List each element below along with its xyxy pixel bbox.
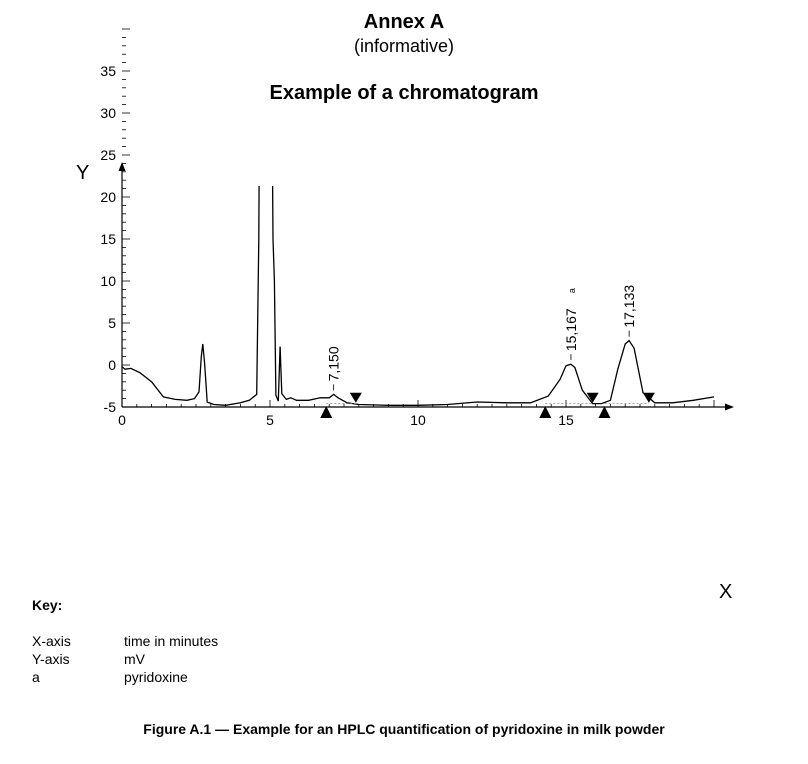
peak-start-marker	[320, 406, 332, 418]
key-symbol: X-axis	[32, 633, 71, 649]
y-tick-label: 10	[100, 273, 116, 289]
y-axis-label: Y	[76, 162, 90, 184]
key-meaning: pyridoxine	[124, 669, 188, 685]
peak-retention-label: 15,167	[562, 308, 579, 352]
y-tick-label: 20	[100, 189, 116, 205]
y-tick-label: -5	[103, 399, 116, 415]
key-symbol: Y-axis	[32, 651, 70, 667]
key-title: Key:	[32, 597, 63, 613]
key-symbol: a	[32, 669, 40, 685]
key-row-x-axis	[32, 633, 218, 649]
key-meaning: time in minutes	[124, 633, 219, 649]
peak-footnote-marker: a	[566, 288, 577, 294]
key-row-a	[32, 669, 188, 685]
peak-retention-label: 7,150	[325, 346, 342, 382]
x-tick-label: 15	[558, 412, 574, 428]
figure-caption: Figure A.1 — Example for an HPLC quantification of pyridoxine in milk powder	[143, 721, 665, 737]
annex-informative-label: (informative)	[353, 36, 455, 56]
annex-title: Annex A	[363, 11, 445, 33]
y-tick-label: 5	[108, 315, 116, 331]
peak-start-marker	[539, 406, 551, 418]
peak-retention-label: 17,133	[621, 284, 638, 328]
peak-start-marker	[598, 406, 610, 418]
y-tick-label: 15	[100, 231, 116, 247]
key-row-y-axis	[32, 651, 145, 667]
x-axis-label: X	[719, 581, 733, 603]
x-axis-arrow	[725, 404, 734, 411]
y-tick-label: 35	[100, 63, 116, 79]
x-tick-label: 5	[266, 412, 274, 428]
x-tick-label: 10	[410, 412, 426, 428]
y-tick-label: 30	[100, 105, 116, 121]
y-tick-label: 25	[100, 147, 116, 163]
x-tick-label: 0	[118, 412, 126, 428]
peak-end-marker	[350, 393, 362, 403]
y-tick-label: 0	[108, 357, 116, 373]
key-meaning: mV	[124, 651, 145, 667]
chromatogram-title: Example of a chromatogram	[269, 82, 539, 104]
